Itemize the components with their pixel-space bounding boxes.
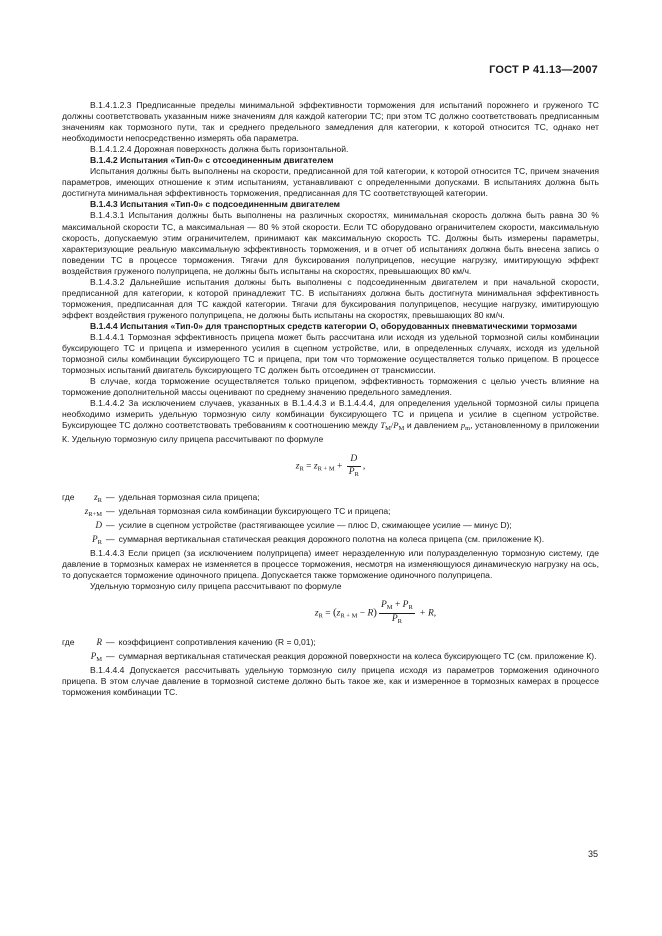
definition-symbol: R bbox=[96, 637, 102, 648]
definitions-list-1 bbox=[62, 492, 599, 548]
definition-dash: — bbox=[106, 651, 115, 662]
definition-text: усилие в сцепном устройстве (растягивающее усилие — плюс D, сжимающее усилие — минус D); bbox=[118, 519, 512, 530]
definition-dash: — bbox=[106, 505, 115, 516]
section-heading: В.1.4.4 Испытания «Тип-0» для транспортных средств категории О, оборудованных пневматическими тормозами bbox=[90, 320, 578, 331]
fraction: $\frac{P_M + P_R}{P_R}$ bbox=[380, 599, 413, 625]
formula-1: $z_R = z_{R + M}$ + $\frac{D}{P_R}$ , bbox=[62, 454, 599, 479]
definition-text: суммарная вертикальная статическая реакция дорожной поверхности на колеса буксирующего ТС (см. приложение К). bbox=[118, 651, 597, 662]
definition-symbol: $P_R$ bbox=[92, 533, 102, 546]
definition-item: где $z_R$ — удельная тормозная сила прицепа; bbox=[62, 492, 599, 506]
definition-text: коэффициент сопротивления качению (R = 0,01); bbox=[118, 637, 316, 648]
standard-header: ГОСТ Р 41.13—2007 bbox=[489, 64, 598, 76]
definition-symbol: $z_{R+M}$ bbox=[84, 505, 102, 518]
definition-dash: — bbox=[106, 533, 115, 544]
definition-text: удельная тормозная сила прицепа; bbox=[118, 491, 260, 502]
definition-text: удельная тормозная сила комбинации буксирующего ТС и прицепа; bbox=[118, 505, 391, 516]
definition-dash: — bbox=[106, 491, 115, 502]
paragraph-part: В.1.4.4.2 За исключением случаев, указанных в В.1.4.4.3 и В.1.4.4.4, для определения удельной тормозной силы прицепа необходимо измерить удельную тормозную силу комбинации буксирующего ТС и прицепа и усилие в сцепном устройстве. Буксирующее ТС должно соответствовать требованиям к соотношению между bbox=[62, 398, 599, 431]
section-heading: В.1.4.3 Испытания «Тип-0» с подсоединенным двигателем bbox=[90, 199, 340, 210]
symbol-t: $T_M/P_M$ bbox=[380, 420, 405, 433]
definition-item bbox=[62, 534, 599, 548]
paragraph: В.1.4.4.3 Если прицеп (за исключением полуприцепа) имеет неразделенную или полуразделенную тормозную систему, где давление в тормозных камерах не изменяется в процессе торможения, несмотря на изменяющуюся динамическую нагрузку на ось, то допускается торможение одиночного прицепа. Допускается также торможение одиночного полуприцепа. bbox=[62, 547, 599, 580]
definition-symbol: D bbox=[95, 519, 102, 530]
definition-symbol: $P_M$ bbox=[90, 651, 102, 664]
paragraph: Испытания должны быть выполнены на скорости, предписанной для той категории, к которой относится ТС, причем значения параметров, имеющих отношение к этим испытаниям, устанавливают с определенными допусками. В испытаниях должна быть достигнута минимальная эффективность торможения, предписанная для ТС соответствующей категории. bbox=[62, 166, 599, 199]
paragraph: Удельную тормозную силу прицепа рассчитывают по формуле bbox=[90, 580, 342, 591]
document-body bbox=[62, 100, 599, 698]
definition-item: где R — коэффициент сопротивления качению (R = 0,01); bbox=[62, 637, 599, 651]
fraction: $\frac{D}{P_R}$ bbox=[348, 454, 359, 478]
definition-item bbox=[62, 651, 599, 665]
paragraph-part: и давлением bbox=[404, 420, 461, 431]
paragraph: В случае, когда торможение осуществляется только прицепом, эффективность торможения с целью учесть влияние на торможение дополнительной массы оценивают по среднему значению предельного замедления. bbox=[62, 376, 599, 398]
definition-text: суммарная вертикальная статическая реакция дорожного полотна на колеса прицепа (см. приложение К). bbox=[118, 533, 545, 544]
page-number: 35 bbox=[587, 849, 598, 859]
paragraph: В.1.4.4.1 Тормозная эффективность прицепа может быть рассчитана или исходя из удельной тормозной силы комбинации буксирующего ТС и прицепа и измеренного усилия в сцепном устройстве, или, в определенных случаях, исходя из удельной тормозной силы комбинации буксирующего ТС и прицепа, при том что торможение осуществляется только прицепом. В процессе тормозных испытаний двигатель буксирующего ТС должен быть отсоединен от трансмиссии. bbox=[62, 331, 599, 376]
paragraph: В.1.4.3.2 Дальнейшие испытания должны быть выполнены с подсоединенным двигателем и при начальной скорости, предписанной для категории, к которой принадлежит ТС. В испытаниях должна быть достигнута минимальная эффективность торможения, предписанная для ТС каждой категории. Тягачи для буксирования полуприцепов, несущие нагрузку, имитирующую эффект воздействия груженого полуприцепа, не должны быть испытаны на скоростях, превышающих 80 км/ч. bbox=[62, 276, 599, 320]
definition-symbol: $z_R$ bbox=[94, 491, 102, 504]
formula-2: $z_R = (z_{R + M} - R)$ $\frac{P_M + P_R}{P_R}$ + R, bbox=[62, 600, 599, 627]
definition-item bbox=[62, 520, 599, 534]
definition-dash: — bbox=[106, 637, 115, 648]
paragraph: В.1.4.1.2.4 Дорожная поверхность должна быть горизонтальной. bbox=[90, 144, 349, 155]
definition-item bbox=[62, 506, 599, 520]
paragraph-with-symbols bbox=[62, 398, 599, 445]
paragraph: В.1.4.3.1 Испытания должны быть выполнены на различных скоростях, минимальная скорость должна быть равна 30 % максимальной скорости ТС, а максимальная — 80 % этой скорости. Если ТС оборудовано ограничителем скорости, максимальную скорость, допускаемую этим ограничителем, принимают как максимальную скорость ТС. Должны быть измерены параметры, характеризующие реальную максимальную эффективность торможения, и в отчет об испытаниях должна быть внесена запись о поведении ТС в процессе торможения. Тягачи для буксирования полуприцепов, несущие нагрузку, имитирующую эффект воздействия груженого полуприцепа, не должны быть испытаны на скоростях, превышающих 80 км/ч. bbox=[62, 210, 599, 276]
paragraph: В.1.4.4.4 Допускается рассчитывать удельную тормозную силу прицепа исходя из параметров торможения одиночного прицепа. В этом случае давление в тормозной системе должно быть такое же, как и измеренное в тормозных камерах в процессе торможения комбинации ТС. bbox=[62, 665, 599, 698]
section-heading: В.1.4.2 Испытания «Тип-0» с отсоединенным двигателем bbox=[90, 155, 334, 166]
paragraph-part: , установленному в приложении К. Удельную тормозную силу прицепа рассчитывают по формуле bbox=[62, 420, 600, 445]
definition-dash: — bbox=[106, 519, 115, 530]
definitions-list-2 bbox=[62, 637, 599, 665]
symbol-p: $p_m$ bbox=[460, 420, 471, 433]
paragraph: В.1.4.1.2.3 Предписанные пределы минимальной эффективности торможения для испытаний порожнего и груженого ТС должны соответствовать указанным ниже значениям для каждой категории ТС; при этом ТС должно соответствовать предписанным значениям как тормозного пути, так и среднего предельного замедления для категории, к которой относится ТС, однако нет необходимости непосредственно измерять оба параметра. bbox=[62, 100, 599, 144]
